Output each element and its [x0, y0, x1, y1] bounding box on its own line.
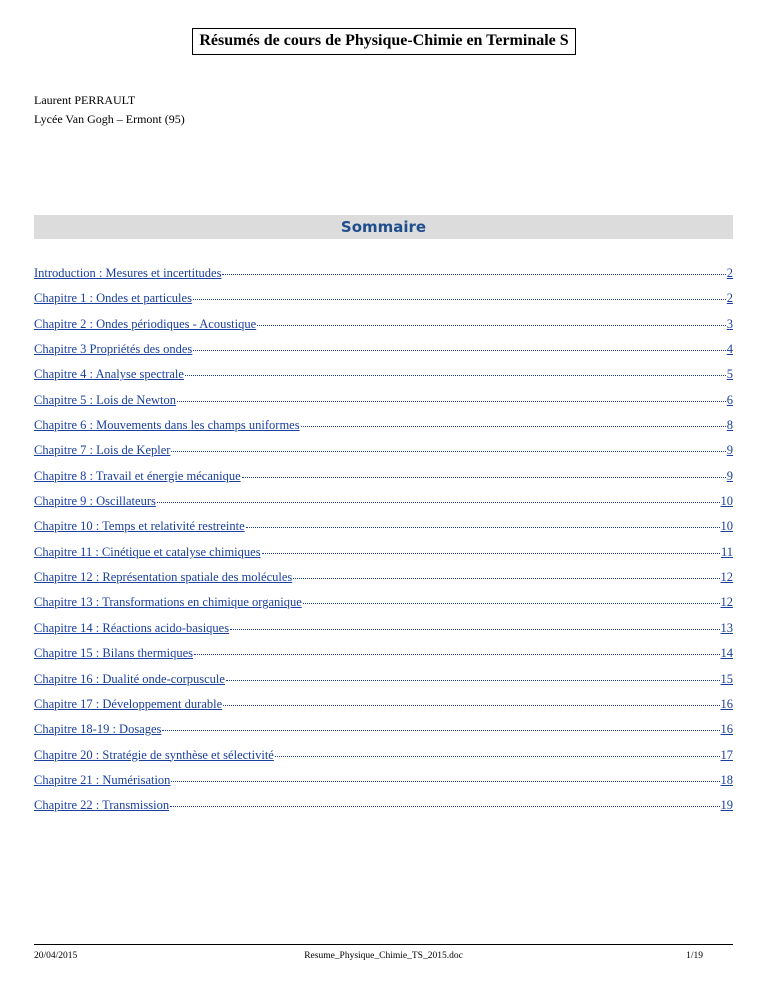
toc-entry-label[interactable]: Chapitre 9 : Oscillateurs [34, 494, 156, 509]
toc-entry[interactable] [34, 393, 733, 418]
toc-entry[interactable] [34, 519, 733, 544]
toc-entry-page[interactable]: 15 [720, 671, 733, 686]
author-name: Laurent PERRAULT [34, 93, 136, 107]
toc-entry-label[interactable]: Chapitre 4 : Analyse spectrale [34, 367, 184, 382]
toc-dot-leader [242, 477, 726, 478]
toc-dot-leader [301, 426, 726, 427]
author-block [34, 91, 185, 129]
toc-dot-leader [193, 350, 725, 351]
toc-dot-leader [257, 325, 726, 326]
toc-dot-leader [185, 375, 726, 376]
toc-entry-label[interactable]: Chapitre 17 : Développement durable [34, 696, 223, 711]
toc-entry[interactable] [34, 672, 733, 697]
toc-entry[interactable] [34, 646, 733, 671]
toc-entry[interactable] [34, 317, 733, 342]
toc-entry[interactable] [34, 342, 733, 367]
toc-dot-leader [303, 603, 720, 604]
toc-entry[interactable] [34, 798, 733, 823]
toc-entry[interactable] [34, 291, 733, 316]
toc-entry-page[interactable]: 10 [720, 519, 733, 534]
toc-entry[interactable] [34, 367, 733, 392]
toc-entry-page[interactable]: 19 [720, 798, 733, 813]
footer-page-number: 1/19 [686, 951, 703, 961]
toc-dot-leader [293, 578, 719, 579]
toc-entry-page[interactable]: 3 [726, 316, 733, 331]
toc-entry-page[interactable]: 17 [720, 747, 733, 762]
toc-entry-page[interactable]: 12 [720, 595, 733, 610]
toc-entry[interactable] [34, 494, 733, 519]
section-heading: Sommaire [34, 215, 733, 239]
author-school: Lycée Van Gogh – Ermont (95) [34, 112, 185, 126]
toc-entry-page[interactable]: 13 [720, 620, 733, 635]
table-of-contents [34, 266, 733, 824]
toc-dot-leader [223, 705, 719, 706]
toc-entry-label[interactable]: Chapitre 7 : Lois de Kepler [34, 443, 171, 458]
toc-dot-leader [246, 527, 720, 528]
toc-entry-label[interactable]: Chapitre 16 : Dualité onde-corpuscule [34, 671, 225, 686]
toc-entry-page[interactable]: 8 [726, 418, 733, 433]
toc-entry-label[interactable]: Chapitre 1 : Ondes et particules [34, 291, 192, 306]
toc-entry[interactable] [34, 773, 733, 798]
toc-entry[interactable] [34, 266, 733, 291]
toc-entry-label[interactable]: Chapitre 20 : Stratégie de synthèse et sélectivité [34, 747, 274, 762]
toc-entry-page[interactable]: 12 [720, 570, 733, 585]
toc-dot-leader [162, 730, 719, 731]
toc-entry-label[interactable]: Chapitre 13 : Transformations en chimique organique [34, 595, 302, 610]
toc-entry[interactable] [34, 748, 733, 773]
footer-divider [34, 944, 733, 945]
footer-filename: Resume_Physique_Chimie_TS_2015.doc [304, 951, 463, 961]
toc-entry-page[interactable]: 5 [726, 367, 733, 382]
toc-entry-label[interactable]: Chapitre 12 : Représentation spatiale des molécules [34, 570, 293, 585]
toc-entry-label[interactable]: Chapitre 11 : Cinétique et catalyse chimiques [34, 544, 261, 559]
toc-entry-label[interactable]: Chapitre 18-19 : Dosages [34, 722, 162, 737]
toc-dot-leader [226, 680, 720, 681]
toc-dot-leader [177, 401, 726, 402]
toc-entry-page[interactable]: 2 [726, 291, 733, 306]
toc-entry-label[interactable]: Chapitre 15 : Bilans thermiques [34, 646, 194, 661]
toc-dot-leader [230, 629, 719, 630]
toc-entry-page[interactable]: 9 [726, 443, 733, 458]
toc-entry-label[interactable]: Introduction : Mesures et incertitudes [34, 266, 222, 280]
toc-entry-page[interactable]: 14 [720, 646, 733, 661]
toc-dot-leader [222, 274, 725, 275]
toc-dot-leader [193, 299, 726, 300]
toc-entry-page[interactable]: 16 [720, 722, 733, 737]
toc-entry-page[interactable]: 6 [726, 392, 733, 407]
toc-dot-leader [275, 756, 720, 757]
toc-entry[interactable] [34, 418, 733, 443]
toc-entry-page[interactable]: 2 [726, 266, 733, 280]
toc-dot-leader [194, 654, 719, 655]
toc-entry-label[interactable]: Chapitre 3 Propriétés des ondes [34, 342, 193, 357]
title-container [0, 28, 768, 55]
toc-entry-page[interactable]: 4 [726, 342, 733, 357]
toc-entry[interactable] [34, 469, 733, 494]
toc-entry-page[interactable]: 11 [720, 544, 733, 559]
toc-entry[interactable] [34, 570, 733, 595]
toc-dot-leader [170, 806, 719, 807]
toc-dot-leader [262, 553, 720, 554]
toc-entry-page[interactable]: 16 [720, 696, 733, 711]
toc-dot-leader [157, 502, 720, 503]
toc-entry-page[interactable]: 18 [720, 772, 733, 787]
toc-entry[interactable] [34, 443, 733, 468]
toc-entry-page[interactable]: 9 [726, 468, 733, 483]
toc-dot-leader [171, 451, 725, 452]
toc-entry[interactable] [34, 621, 733, 646]
footer-date: 20/04/2015 [34, 951, 78, 961]
toc-dot-leader [171, 781, 719, 782]
document-title: Résumés de cours de Physique-Chimie en Terminale S [192, 28, 575, 55]
toc-entry-label[interactable]: Chapitre 2 : Ondes périodiques - Acoustique [34, 316, 257, 331]
toc-entry[interactable] [34, 722, 733, 747]
toc-entry-label[interactable]: Chapitre 10 : Temps et relativité restreinte [34, 519, 245, 534]
toc-entry-label[interactable]: Chapitre 21 : Numérisation [34, 772, 171, 787]
toc-entry-page[interactable]: 10 [720, 494, 733, 509]
toc-entry[interactable] [34, 697, 733, 722]
toc-entry-label[interactable]: Chapitre 8 : Travail et énergie mécanique [34, 468, 241, 483]
toc-entry-label[interactable]: Chapitre 22 : Transmission [34, 798, 170, 813]
toc-entry-label[interactable]: Chapitre 6 : Mouvements dans les champs uniformes [34, 418, 300, 433]
toc-entry-label[interactable]: Chapitre 5 : Lois de Newton [34, 392, 176, 407]
toc-entry[interactable] [34, 545, 733, 570]
toc-entry-label[interactable]: Chapitre 14 : Réactions acido-basiques [34, 620, 230, 635]
toc-entry[interactable] [34, 595, 733, 620]
